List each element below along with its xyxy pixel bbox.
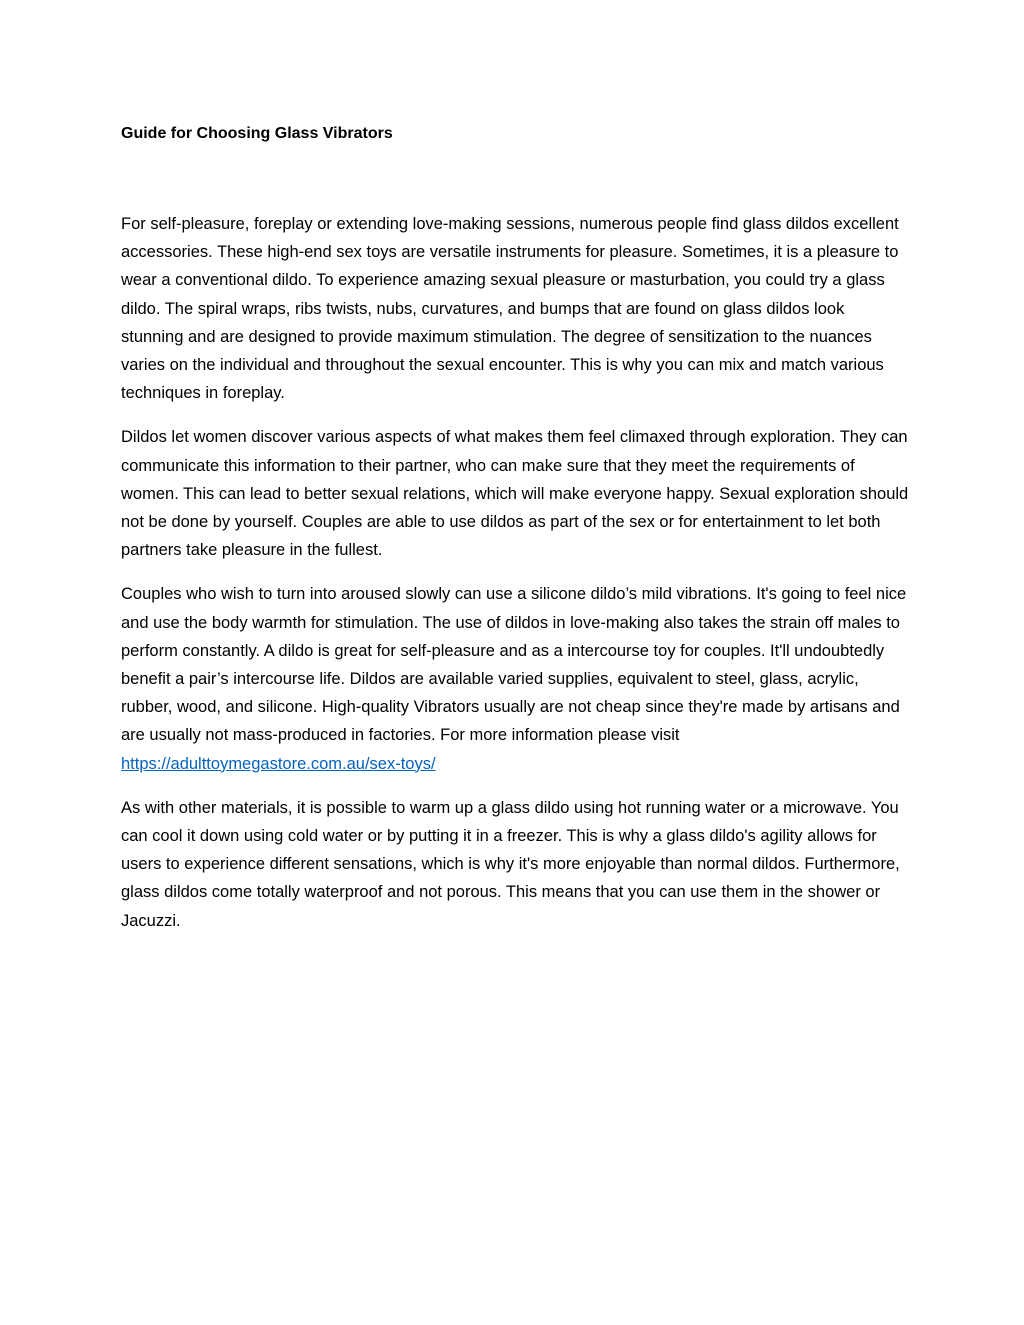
document-page (121, 120, 911, 951)
document-title: Guide for Choosing Glass Vibrators (121, 125, 393, 142)
paragraph-3 (121, 580, 911, 777)
sex-toys-link[interactable]: https://adulttoymegastore.com.au/sex-toys/ (121, 754, 436, 773)
paragraph-4: As with other materials, it is possible to warm up a glass dildo using hot running water or a microwave. You can cool it down using cold water or by putting it in a freezer. This is why a glass dildo's agility allows for users to experience different sensations, which is why it's more enjoyable than normal dildos. Furthermore, glass dildos come totally waterproof and not porous. This means that you can use them in the shower or Jacuzzi. (121, 798, 900, 930)
paragraph-2: Dildos let women discover various aspects of what makes them feel climaxed through exploration. They can communicate this information to their partner, who can make sure that they meet the requirements of women. This can lead to better sexual relations, which will make everyone happy. Sexual exploration should not be done by yourself. Couples are able to use dildos as part of the sex or for entertainment to let both partners take pleasure in the fullest. (121, 428, 909, 560)
paragraph-3-text: Couples who wish to turn into aroused slowly can use a silicone dildo’s mild vibrations. It's going to feel nice and use the body warmth for stimulation. The use of dildos in love-making also takes the strain off males to perform constantly. A dildo is great for self-pleasure and as a intercourse toy for couples. It'll undoubtedly benefit a pair’s intercourse life. Dildos are available varied supplies, equivalent to steel, glass, acrylic, rubber, wood, and silicone. High-quality Vibrators usually are not cheap since they're made by artisans and are usually not mass-produced in factories. For more information please visit (121, 585, 907, 745)
document-body (121, 210, 911, 935)
paragraph-1: For self-pleasure, foreplay or extending love-making sessions, numerous people find glass dildos excellent accessories. These high-end sex toys are versatile instruments for pleasure. Sometimes, it is a pleasure to wear a conventional dildo. To experience amazing sexual pleasure or masturbation, you could try a glass dildo. The spiral wraps, ribs twists, nubs, curvatures, and bumps that are found on glass dildos look stunning and are designed to provide maximum stimulation. The degree of sensitization to the nuances varies on the individual and throughout the sexual encounter. This is why you can mix and match various techniques in foreplay. (121, 215, 899, 403)
